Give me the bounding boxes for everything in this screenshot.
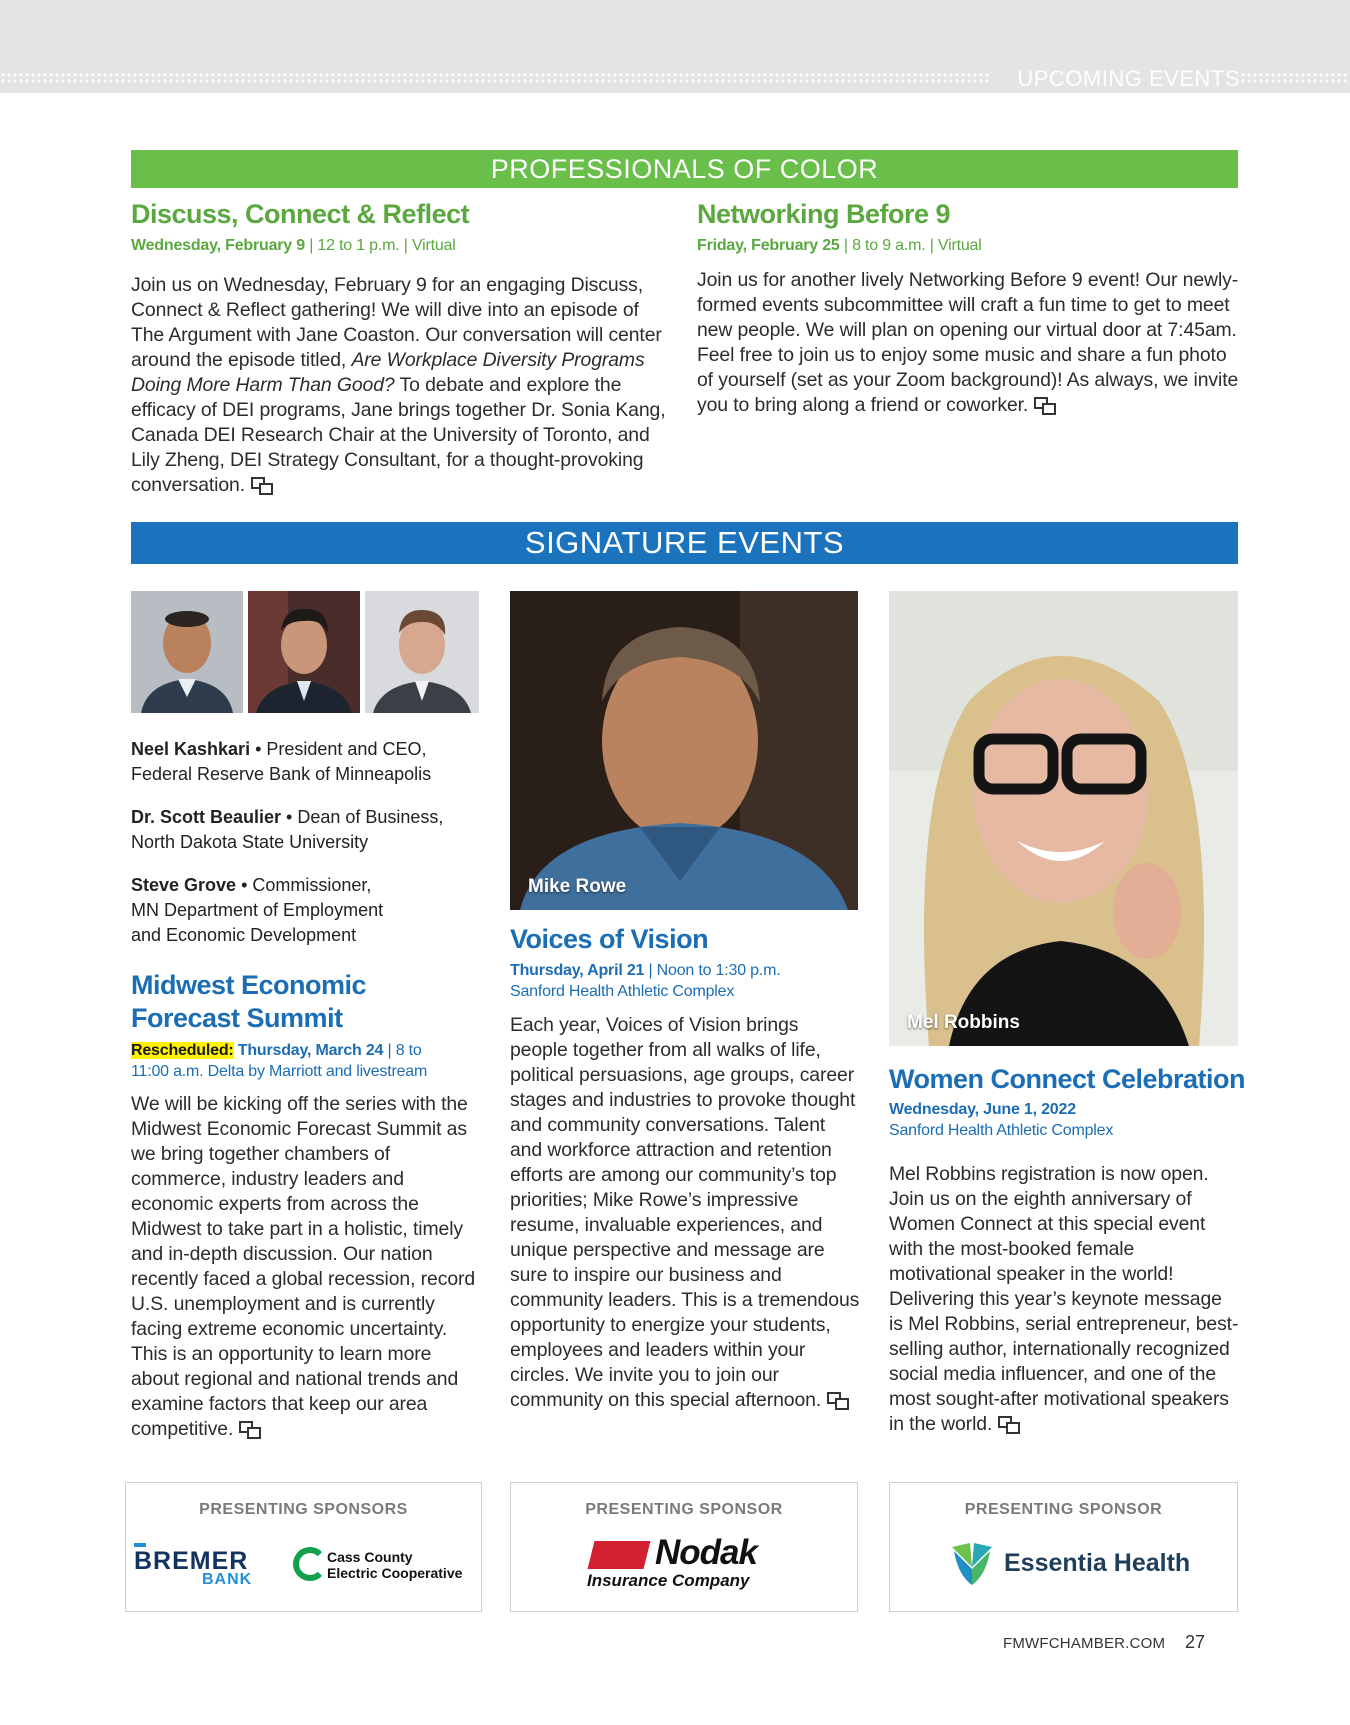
bremer-bank-logo-sub: BANK [202,1571,253,1588]
rescheduled-highlight: Rescheduled: [131,1042,234,1059]
event-meta-discuss [131,236,456,257]
speaker-role: • Commissioner, [236,875,372,895]
headshot-scott-beaulier [248,591,360,713]
headshot-neel-kashkari [131,591,243,713]
speaker-name: Dr. Scott Beaulier [131,807,282,827]
title-line-1: Midwest Economic [131,970,367,1000]
event-body-discuss [131,273,676,498]
bremer-bank-logo: BREMER [134,1547,249,1575]
event-title-discuss: Discuss, Connect & Reflect [131,199,470,229]
event-title-forecast-summit [131,969,366,1035]
speaker-org: Federal Reserve Bank of Minneapolis [131,764,432,784]
cass-county-logo [327,1549,462,1581]
body-text: Join us for another lively Networking Before 9 event! Our newly-formed events subcommittee will craft a fun time to get to meet new people. We will plan on opening our virtual door at 7:45am. Feel free to join us to enjoy some music and share a fun photo of yourself (set as your Zoom background)! As always, we invite you to bring along a friend or coworker. [697,269,1239,416]
cass-county-line2: Electric Cooperative [327,1565,463,1581]
end-mark-icon [998,1416,1018,1432]
event-details: | Noon to 1:30 p.m. [644,962,781,979]
speaker-name: Steve Grove [131,875,237,895]
signature-banner: SIGNATURE EVENTS [131,522,1238,564]
speaker-name: Neel Kashkari [131,739,251,759]
event-venue: Sanford Health Athletic Complex [889,1121,1114,1139]
header-dot-pattern-right [1240,72,1350,84]
body-text: Each year, Voices of Vision brings people together from all walks of life, political persuasions, age groups, career stages and industries to provoke thought and community conversations. Talent and workforce attraction and retention efforts are among our community’s top priorities; Mike Rowe’s impressive resume, invaluable experiences, and unique perspective and message are sure to inspire our business and community leaders. This is a tremendous opportunity to energize your students, employees and leaders within your circles. We invite you to join our community on this special afternoon. [510,1014,860,1411]
sponsor-label: PRESENTING SPONSOR [964,1501,1163,1518]
body-text: We will be kicking off the series with the Midwest Economic Forecast Summit as we bring together chambers of commerce, industry leaders and economic experts from across the Midwest to take part in a holistic, timely and in-depth discussion. Our nation recently faced a global recession, record U.S. unemployment and is currently facing extreme economic uncertainty. This is an opportunity to learn more about regional and national trends and examine factors that keep our area competitive. [131,1093,476,1440]
cass-county-line1: Cass County [327,1549,413,1565]
title-line-2: Forecast Summit [131,1002,343,1033]
event-body-forecast-summit [131,1092,481,1442]
photo-caption: Mel Robbins [907,1012,1020,1033]
event-title-women-connect: Women Connect Celebration [889,1064,1246,1094]
end-mark-icon [239,1421,259,1437]
sponsor-box-voices-of-vision [510,1482,858,1612]
nodak-logo: Nodak [655,1533,757,1572]
speaker-role: • President and CEO, [250,739,427,759]
event-body-voices-of-vision [510,1013,860,1413]
photo-mike-rowe [510,591,858,910]
nodak-logo-icon [588,1541,651,1569]
event-date: Thursday, April 21 [510,962,645,979]
body-part-b: To debate and explore the efficacy of DEI programs, Jane brings together Dr. Sonia Kang, Canada DEI Research Chair at the University of Toronto, and Lily Zheng, DEI Strategy Consultant, for a thought-provoking conversation. [131,374,666,496]
speaker-steve-grove [131,873,471,948]
header-dot-pattern [0,72,990,84]
speaker-scott-beaulier [131,805,471,855]
episode-title: Are Workplace Diversity Programs Doing More Harm Than Good? [131,349,645,396]
end-mark-icon [1034,397,1054,413]
end-mark-icon [827,1392,847,1408]
event-body-women-connect [889,1162,1239,1437]
end-mark-icon [251,477,271,493]
page-number: 27 [1185,1632,1206,1652]
event-date: Wednesday, June 1, 2022 [889,1101,1076,1118]
sponsor-label: PRESENTING SPONSOR [585,1501,783,1518]
body-text: Mel Robbins registration is now open. Join us on the eighth anniversary of Women Connect at this special event with the most-booked female motivational speaker in the world! Delivering this year’s keynote message is Mel Robbins, serial entrepreneur, best-selling author, internationally recognized social media influencer, and one of the most sought-after motivational speakers in the world. [889,1163,1239,1435]
event-venue: Sanford Health Athletic Complex [510,982,735,1000]
footer-site: FMWFCHAMBER.COM [1003,1635,1166,1652]
sponsor-box-women-connect [889,1482,1238,1612]
event-date: Friday, February 25 [697,237,840,254]
headshot-steve-grove [365,591,479,713]
event-body-networking [697,268,1242,418]
sponsor-label: PRESENTING SPONSORS [199,1501,408,1518]
sponsor-box-forecast-summit [125,1482,482,1612]
body-part-a: Join us on Wednesday, February 9 for an engaging Discuss, Connect & Reflect gathering! We will dive into an episode of The Argument with Jane Coaston. Our conversation will center around the episode titled, [131,274,662,371]
photo-caption: Mike Rowe [528,876,627,897]
event-date: Thursday, March 24 [233,1042,384,1059]
event-details-line2: 11:00 a.m. Delta by Marriott and livestream [131,1062,428,1080]
event-title-voices-of-vision: Voices of Vision [510,924,709,954]
event-details: | 8 to [383,1042,422,1059]
event-details: | 8 to 9 a.m. | Virtual [839,237,982,254]
speaker-org-line2: and Economic Development [131,925,357,945]
photo-mel-robbins [889,591,1238,1046]
event-meta-voices-of-vision [510,961,780,1003]
section-label: UPCOMING EVENTS [1017,66,1240,91]
speaker-neel-kashkari [131,737,471,787]
event-details: | 12 to 1 p.m. | Virtual [304,237,456,254]
event-meta-forecast-summit [131,1041,476,1083]
essentia-health-logo: Essentia Health [1004,1549,1191,1577]
event-meta-women-connect [889,1100,1113,1142]
event-meta-networking [697,236,982,257]
event-title-networking: Networking Before 9 [697,199,951,229]
poc-banner: PROFESSIONALS OF COLOR [131,150,1238,188]
cass-county-logo-icon [293,1547,327,1581]
speaker-org: MN Department of Employment [131,900,384,920]
speaker-role: • Dean of Business, [281,807,444,827]
header-band [0,0,1350,93]
nodak-logo-sub: Insurance Company [587,1571,750,1590]
speaker-org: North Dakota State University [131,832,369,852]
essentia-logo-icon [950,1541,994,1585]
event-date: Wednesday, February 9 [131,237,305,254]
